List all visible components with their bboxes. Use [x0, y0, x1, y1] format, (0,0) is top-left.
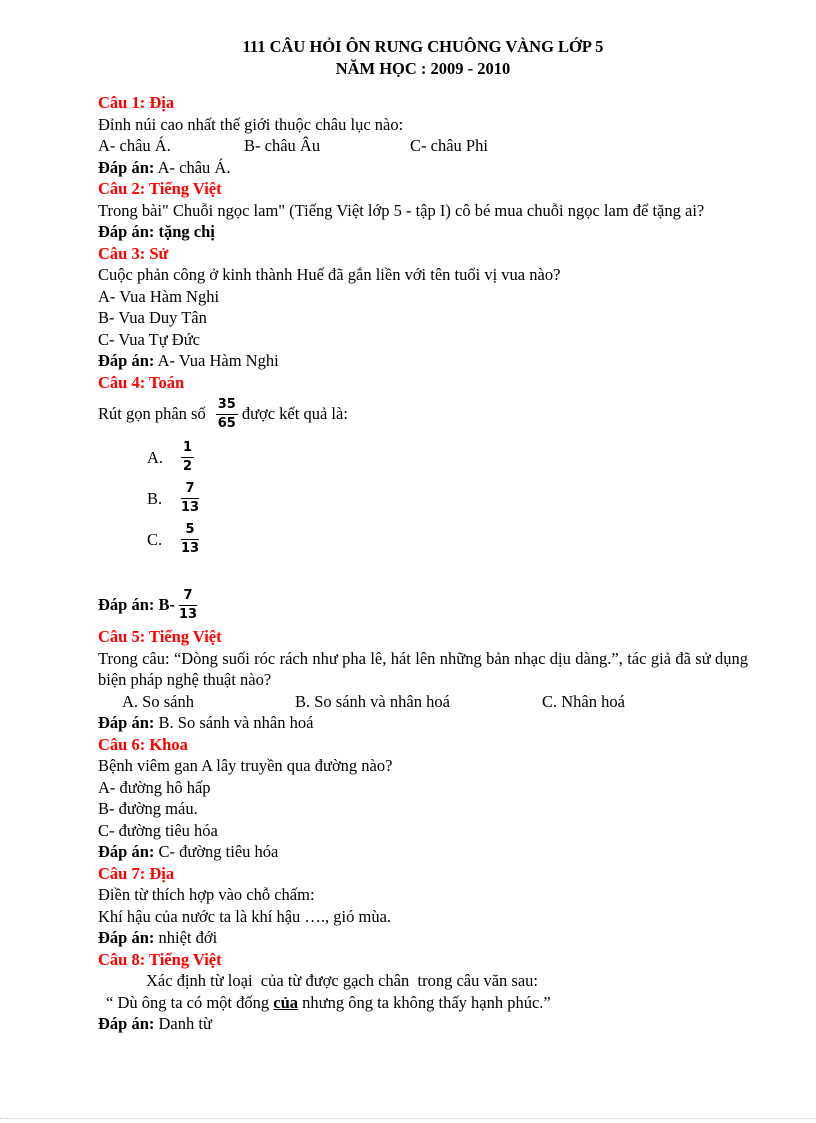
q3-question: Cuộc phản công ở kinh thành Huế đã gắn liền với tên tuổi vị vua nào? [98, 265, 561, 284]
q3-answer: Đáp án: A- Vua Hàm Nghi [98, 351, 279, 370]
q4-question: Rút gọn phân số $\frac{35}{65}$ được kết quả là: [98, 396, 348, 431]
document-page [98, 36, 748, 1035]
q7-question: Điền từ thích hợp vào chỗ chấm: [98, 885, 315, 904]
q4-option-a: A. $\frac{1}{2}$ [147, 440, 193, 474]
q1-header: Câu 1: Địa [98, 93, 175, 112]
q2-answer: Đáp án: tặng chị [98, 222, 215, 241]
q4-fraction: $\frac{35}{65}$ [217, 396, 236, 431]
q6-answer: Đáp án: C- đường tiêu hóa [98, 842, 279, 861]
q2-question: Trong bài" Chuỗi ngọc lam" (Tiếng Việt lớp 5 - tập I) cô bé mua chuỗi ngọc lam để tặng ai? [98, 200, 705, 220]
page-footer-divider [0, 1118, 816, 1119]
q4-header: Câu 4: Toán [98, 372, 185, 392]
q6-option-a: A- đường hô hấp [98, 777, 211, 797]
q5-option-a: A. So sánh [122, 691, 194, 711]
q4-answer: Đáp án: B- $\frac{7}{13}$ [98, 587, 198, 622]
q5-answer: Đáp án: B. So sánh và nhân hoá [98, 713, 314, 732]
q1-answer: Đáp án: A- châu Á. [98, 157, 231, 177]
q8-sentence: “ Dù ông ta có một đống của nhưng ông ta không thấy hạnh phúc.” [106, 992, 551, 1012]
q3-header: Câu 3: Sử [98, 243, 169, 263]
q6-option-b: B- đường máu. [98, 799, 198, 818]
q6-question: Bệnh viêm gan A lây truyền qua đường nào? [98, 756, 393, 775]
q1-option-b: B- châu Âu [244, 136, 321, 155]
q7-answer: Đáp án: nhiệt đới [98, 928, 218, 947]
q7-header: Câu 7: Địa [98, 863, 175, 883]
q3-option-b: B- Vua Duy Tân [98, 308, 207, 327]
q5-question: Trong câu: “Dòng suối róc rách như pha lê, hát lên những bản nhạc dịu dàng.”, tác giả đã sử dụng biện pháp nghệ thuật nào? [98, 648, 748, 689]
q1-options [98, 135, 748, 157]
q2-header: Câu 2: Tiếng Việt [98, 179, 222, 198]
q5-options [98, 691, 748, 713]
q8-underlined-word: của [273, 992, 299, 1012]
q6-header: Câu 6: Khoa [98, 734, 188, 754]
q3-option-c: C- Vua Tự Đức [98, 329, 200, 349]
q4-option-b: B. $\frac{7}{13}$ [147, 481, 200, 515]
q4-option-c: C. $\frac{5}{13}$ [147, 522, 200, 556]
document-title [98, 36, 748, 80]
q1-option-a: A- châu Á. [98, 136, 171, 155]
q5-header: Câu 5: Tiếng Việt [98, 627, 222, 646]
q8-instruction: Xác định từ loại của từ được gạch chân trong câu văn sau: [146, 971, 539, 990]
title-line-1: 111 CÂU HỎI ÔN RUNG CHUÔNG VÀNG LỚP 5 [242, 37, 604, 56]
q8-answer: Đáp án: Danh từ [98, 1014, 212, 1033]
q6-option-c: C- đường tiêu hóa [98, 820, 218, 840]
q1-question: Đỉnh núi cao nhất thế giới thuộc châu lục nào: [98, 114, 404, 134]
q3-option-a: A- Vua Hàm Nghi [98, 286, 220, 306]
q1-option-c: C- châu Phi [410, 136, 488, 155]
q8-header: Câu 8: Tiếng Việt [98, 949, 222, 969]
q5-option-b: B. So sánh và nhân hoá [295, 691, 450, 711]
title-line-2: NĂM HỌC : 2009 - 2010 [335, 59, 511, 78]
q7-sentence: Khí hậu của nước ta là khí hậu …., gió mùa. [98, 906, 392, 926]
q5-option-c: C. Nhân hoá [542, 691, 625, 711]
